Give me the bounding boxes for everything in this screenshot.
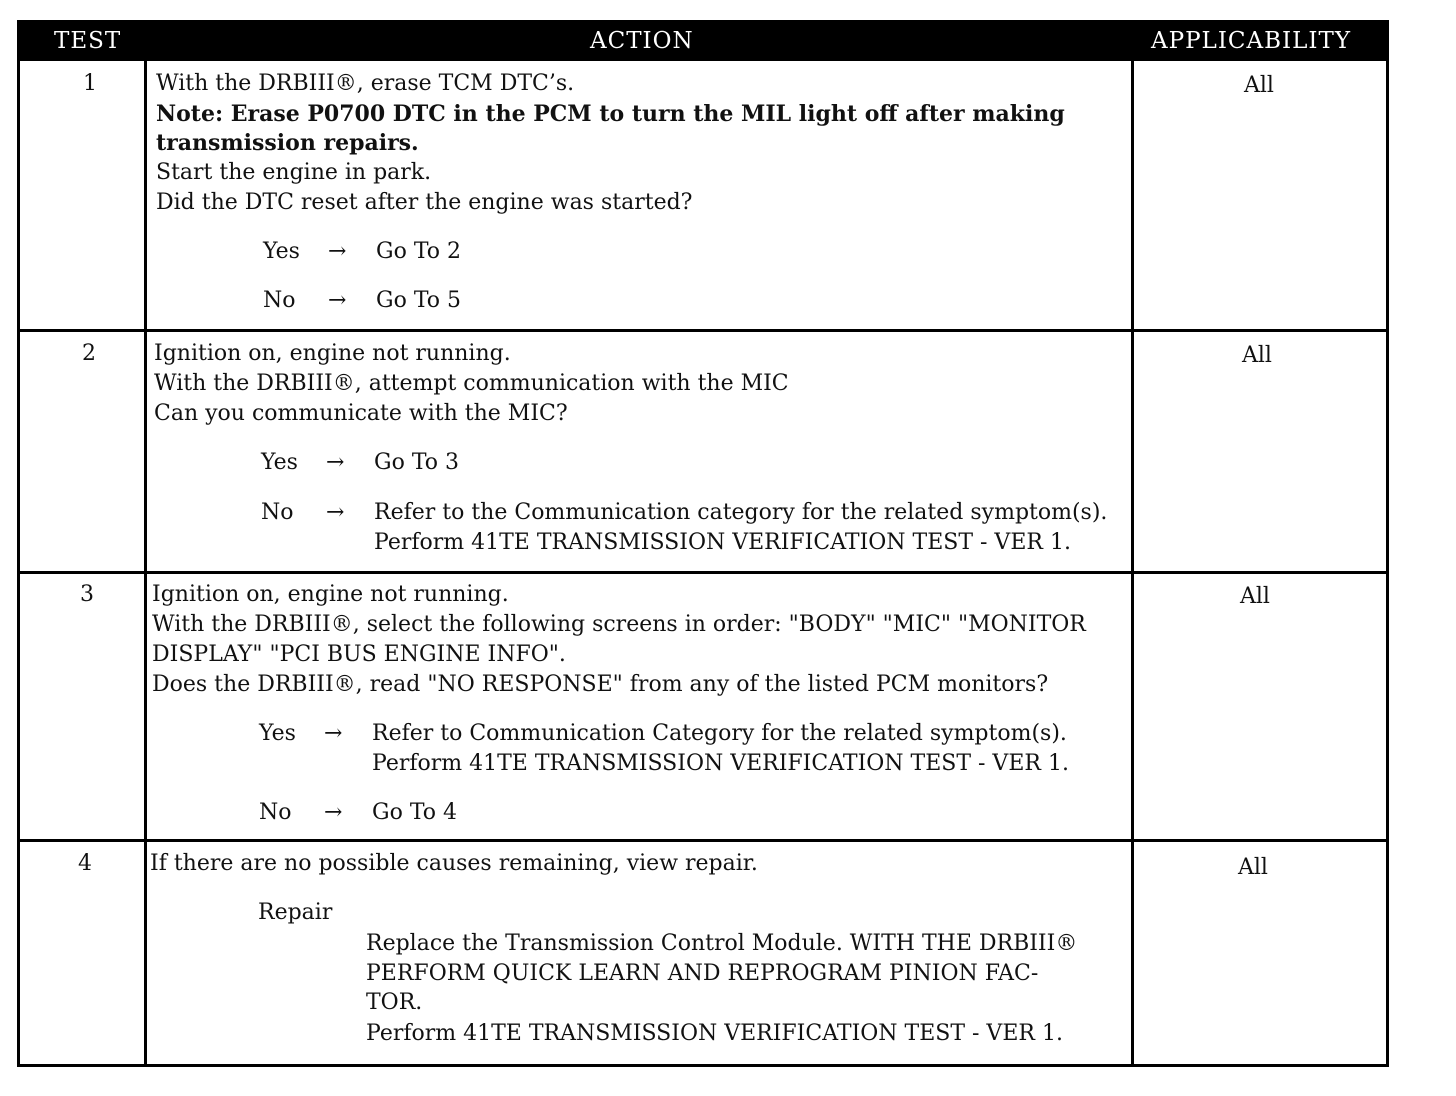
repair-text: TOR. [366, 990, 423, 1015]
action-text: With the DRBIII®, attempt communication with the MIC [154, 371, 789, 396]
test-number: 3 [80, 582, 94, 607]
yes-option [263, 239, 462, 264]
option-result: Refer to the Communication category for the related symptom(s). [374, 500, 1108, 525]
action-text: Does the DRBIII®, read "NO RESPONSE" from any of the listed PCM monitors? [152, 672, 1049, 697]
row-divider [20, 571, 1386, 574]
row-divider [20, 839, 1386, 842]
option-result: Perform 41TE TRANSMISSION VERIFICATION TEST - VER 1. [374, 530, 1071, 555]
applicability-value: All [1244, 73, 1274, 98]
note-text: transmission repairs. [156, 130, 419, 156]
action-text: DISPLAY" "PCI BUS ENGINE INFO". [152, 642, 566, 667]
header-applicability: APPLICABILITY [1151, 28, 1351, 54]
repair-text: PERFORM QUICK LEARN AND REPROGRAM PINION FAC- [366, 961, 1039, 986]
yes-option [261, 450, 460, 475]
option-label: Yes [259, 721, 296, 746]
applicability-value: All [1238, 855, 1268, 880]
test-number: 4 [78, 851, 92, 876]
test-number: 2 [82, 341, 96, 366]
option-result: Go To 4 [372, 800, 458, 825]
option-label: Yes [261, 450, 298, 475]
option-result: Go To 5 [376, 288, 462, 313]
column-divider [144, 61, 147, 1064]
arrow-icon: → [324, 721, 343, 746]
option-result: Go To 3 [374, 450, 460, 475]
note-text: Note: Erase P0700 DTC in the PCM to turn the MIL light off after making [156, 101, 1065, 127]
action-text: Can you communicate with the MIC? [154, 401, 568, 426]
arrow-icon: → [326, 450, 345, 475]
test-number: 1 [83, 71, 97, 96]
header-test: TEST [54, 28, 122, 54]
repair-label: Repair [258, 900, 333, 925]
applicability-value: All [1242, 343, 1272, 368]
header-action: ACTION [590, 28, 694, 54]
arrow-icon: → [328, 239, 347, 264]
arrow-icon: → [328, 288, 347, 313]
action-text: Did the DTC reset after the engine was started? [156, 190, 693, 215]
column-divider [1131, 61, 1134, 1064]
option-result: Refer to Communication Category for the related symptom(s). [372, 721, 1067, 746]
action-text: With the DRBIII®, erase TCM DTC’s. [156, 71, 575, 96]
action-text: If there are no possible causes remaining, view repair. [150, 851, 758, 876]
applicability-value: All [1240, 584, 1270, 609]
action-text: Ignition on, engine not running. [152, 582, 509, 607]
option-label: No [259, 800, 292, 825]
no-option [259, 800, 458, 825]
repair-text: Replace the Transmission Control Module. WITH THE DRBIII® [366, 931, 1078, 956]
action-text: Ignition on, engine not running. [154, 341, 511, 366]
option-label: No [263, 288, 296, 313]
table-header [20, 23, 1386, 61]
diagnostic-test-table [17, 20, 1389, 1067]
no-option [261, 500, 1108, 555]
option-result: Perform 41TE TRANSMISSION VERIFICATION TEST - VER 1. [372, 751, 1069, 776]
option-result: Go To 2 [376, 239, 462, 264]
option-label: Yes [263, 239, 300, 264]
arrow-icon: → [324, 800, 343, 825]
row-divider [20, 329, 1386, 332]
yes-option [259, 721, 1069, 776]
no-option [263, 288, 462, 313]
action-text: Start the engine in park. [156, 160, 432, 185]
arrow-icon: → [326, 500, 345, 525]
action-text: With the DRBIII®, select the following screens in order: "BODY" "MIC" "MONITOR [152, 612, 1086, 637]
option-label: No [261, 500, 294, 525]
repair-text: Perform 41TE TRANSMISSION VERIFICATION TEST - VER 1. [366, 1021, 1063, 1046]
